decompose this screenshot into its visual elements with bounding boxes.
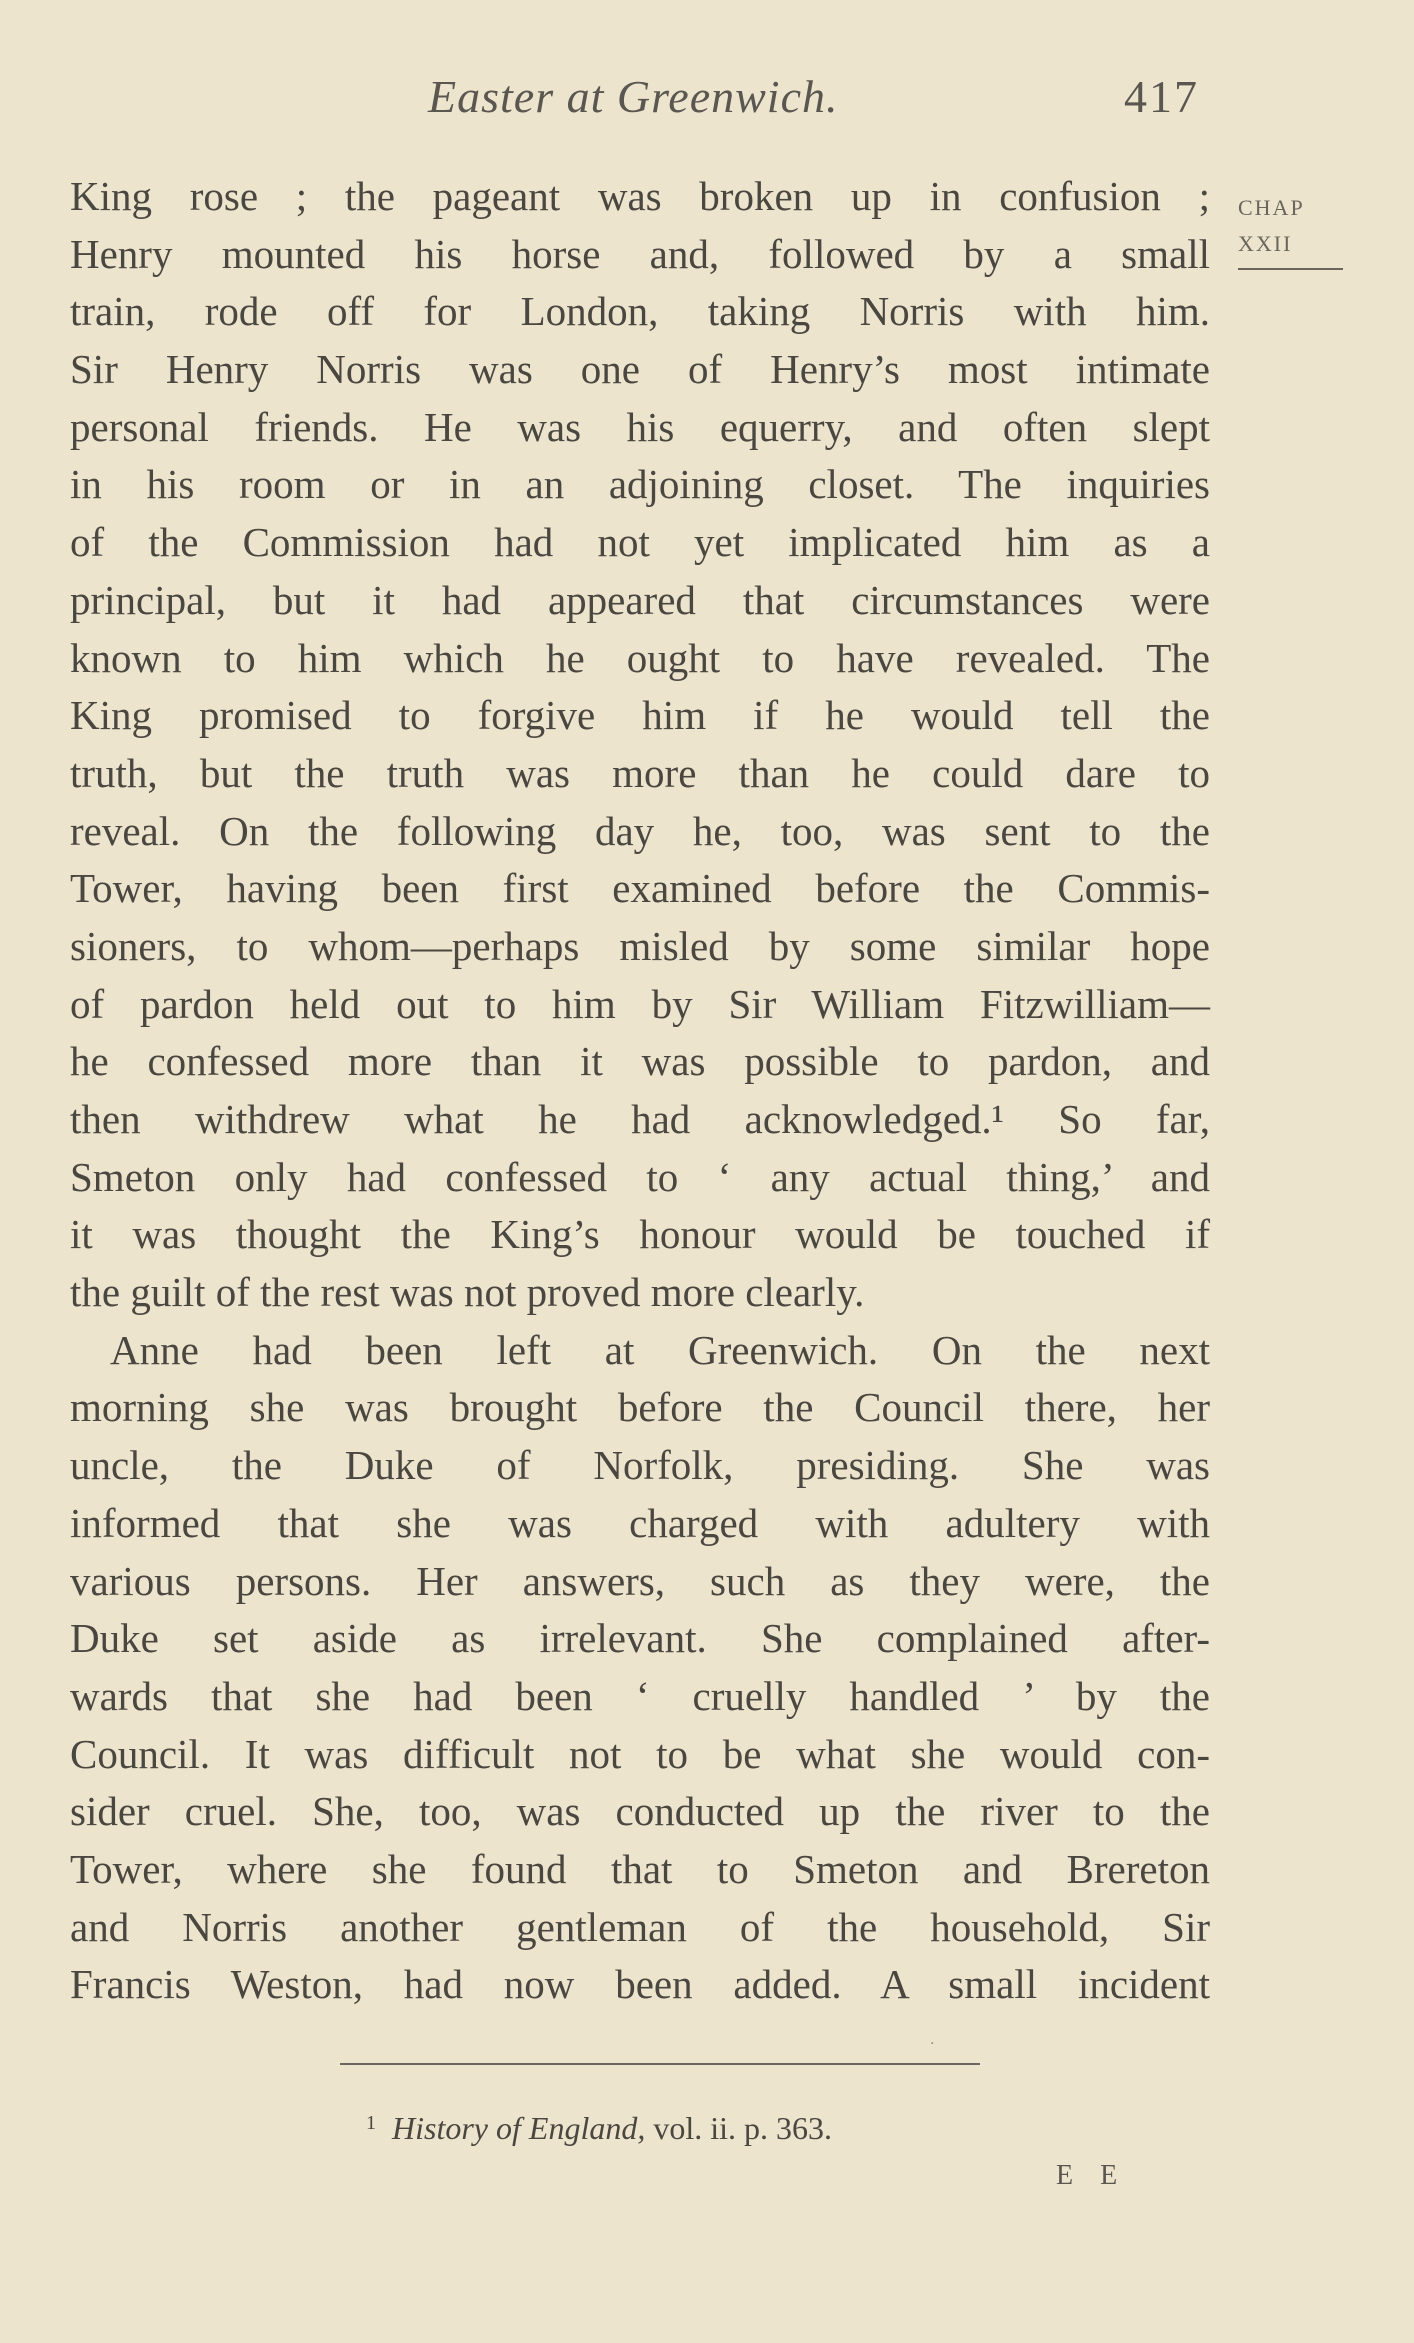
running-title: Easter at Greenwich.	[428, 71, 839, 122]
running-head	[0, 70, 1414, 130]
signature-mark: E E	[1056, 2160, 1128, 2191]
text-line: sider cruel. She, too, was conducted up the river to the	[70, 1788, 1210, 1835]
footnote-title: History of England,	[392, 2110, 646, 2146]
footnote	[366, 2110, 832, 2147]
text-line: Tower, where she found that to Smeton and Brereton	[70, 1845, 1210, 1892]
text-line: Henry mounted his horse and, followed by a small	[70, 230, 1210, 277]
text-line: uncle, the Duke of Norfolk, presiding. She was	[70, 1442, 1210, 1489]
text-line: informed that she was charged with adultery with	[70, 1499, 1210, 1546]
text-line: the guilt of the rest was not proved more clearly.	[70, 1269, 865, 1316]
text-line: King promised to forgive him if he would tell the	[70, 692, 1210, 739]
text-line: Smeton only had confessed to ‘ any actual thing,’ and	[70, 1153, 1210, 1200]
body-text	[70, 168, 1210, 2014]
text-line: of the Commission had not yet implicated him as a	[70, 519, 1210, 566]
text-line: Council. It was difficult not to be what she would con-	[70, 1730, 1210, 1777]
print-dot: ·	[930, 2036, 935, 2052]
text-line: it was thought the King’s honour would be touched if	[70, 1211, 1210, 1258]
text-line: of pardon held out to him by Sir William Fitzwilliam—	[70, 980, 1210, 1027]
footnote-marker: 1	[366, 2112, 376, 2134]
chapter-side-note	[1238, 190, 1358, 270]
text-line: wards that she had been ‘ cruelly handled ’ by the	[70, 1672, 1210, 1719]
text-line: Tower, having been first examined before the Commis-	[70, 865, 1210, 912]
text-line: train, rode off for London, taking Norris with him.	[70, 288, 1210, 335]
footnote-rule	[340, 2063, 980, 2065]
text-line: principal, but it had appeared that circumstances were	[70, 576, 1210, 623]
text-line: Anne had been left at Greenwich. On the next	[110, 1326, 1210, 1373]
text-line: reveal. On the following day he, too, was sent to the	[70, 807, 1210, 854]
text-line: then withdrew what he had acknowledged.¹ So far,	[70, 1096, 1210, 1142]
text-line: truth, but the truth was more than he could dare to	[70, 749, 1210, 796]
text-line: various persons. Her answers, such as they were, the	[70, 1557, 1210, 1604]
text-line: known to him which he ought to have revealed. The	[70, 634, 1210, 681]
page-number: 417	[1124, 71, 1199, 122]
text-line: he confessed more than it was possible to pardon, and	[70, 1038, 1210, 1085]
text-line: in his room or in an adjoining closet. The inquiries	[70, 461, 1210, 508]
chapter-number: XXII	[1238, 231, 1293, 256]
text-line: morning she was brought before the Council there, her	[70, 1384, 1210, 1431]
chapter-label: CHAP	[1238, 195, 1305, 220]
text-line: King rose ; the pageant was broken up in confusion ;	[70, 173, 1210, 219]
text-line: personal friends. He was his equerry, and often slept	[70, 403, 1210, 450]
chapter-rule	[1238, 268, 1343, 270]
text-line: Francis Weston, had now been added. A small incident	[70, 1961, 1210, 2008]
text-line: Duke set aside as irrelevant. She complained after-	[70, 1615, 1210, 1662]
text-line: sioners, to whom—perhaps misled by some similar hope	[70, 922, 1210, 969]
text-line: Sir Henry Norris was one of Henry’s most intimate	[70, 346, 1210, 393]
footnote-reference: vol. ii. p. 363.	[653, 2110, 832, 2146]
text-line: and Norris another gentleman of the household, Sir	[70, 1903, 1210, 1950]
